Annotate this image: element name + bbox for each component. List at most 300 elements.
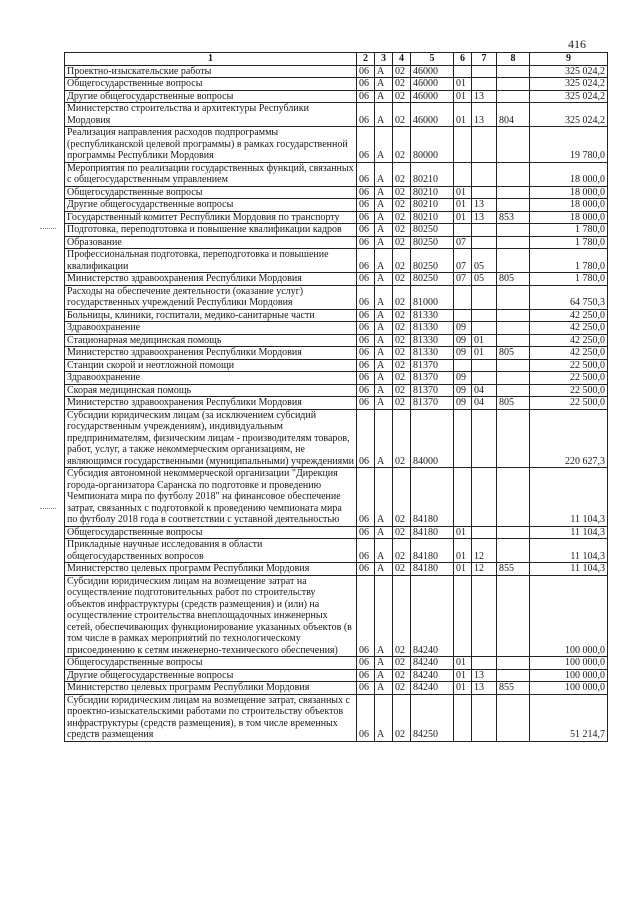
table-row: [65, 334, 608, 347]
code-col-6: 01: [454, 669, 472, 682]
row-sum: 22 500,0: [530, 359, 608, 372]
code-col-7: [472, 372, 497, 385]
code-col-2: 06: [357, 347, 375, 360]
code-col-2: 06: [357, 322, 375, 335]
code-col-2: 06: [357, 236, 375, 249]
row-name: Другие общегосударственные вопросы: [65, 90, 357, 103]
code-col-2: 06: [357, 669, 375, 682]
code-col-7: [472, 322, 497, 335]
row-sum: 22 500,0: [530, 372, 608, 385]
code-col-6: [454, 224, 472, 237]
row-name: Прикладные научные исследования в области общегосударственных вопросов: [65, 539, 357, 563]
code-col-7: [472, 468, 497, 527]
table-row: [65, 199, 608, 212]
row-sum: 11 104,3: [530, 563, 608, 576]
row-sum: 325 024,2: [530, 78, 608, 91]
row-sum: 51 214,7: [530, 694, 608, 741]
column-header: 1: [65, 53, 357, 66]
code-col-7: [472, 409, 497, 468]
code-col-4: 02: [393, 224, 411, 237]
table-row: [65, 409, 608, 468]
code-col-5: 84240: [411, 575, 454, 657]
code-col-2: 06: [357, 372, 375, 385]
row-name: Министерство здравоохранения Республики Мордовия: [65, 273, 357, 286]
code-col-8: 805: [497, 397, 530, 410]
code-col-5: 80250: [411, 224, 454, 237]
row-name: Расходы на обеспечение деятельности (оказание услуг) государственных учреждений Республики Мордовия: [65, 285, 357, 309]
code-col-4: 02: [393, 526, 411, 539]
code-col-5: 80210: [411, 162, 454, 186]
code-col-6: [454, 468, 472, 527]
code-col-3: А: [375, 186, 393, 199]
code-col-4: 02: [393, 309, 411, 322]
code-col-2: 06: [357, 384, 375, 397]
code-col-2: 06: [357, 65, 375, 78]
row-name: Министерство строительства и архитектуры Республики Мордовия: [65, 103, 357, 127]
code-col-4: 02: [393, 397, 411, 410]
code-col-6: 01: [454, 90, 472, 103]
row-name: Другие общегосударственные вопросы: [65, 199, 357, 212]
table-row: [65, 285, 608, 309]
code-col-8: [497, 236, 530, 249]
row-name: Министерство здравоохранения Республики Мордовия: [65, 347, 357, 360]
code-col-3: А: [375, 309, 393, 322]
code-col-3: А: [375, 224, 393, 237]
code-col-5: 84180: [411, 468, 454, 527]
code-col-4: 02: [393, 273, 411, 286]
row-name: Здравоохранение: [65, 322, 357, 335]
code-col-7: [472, 65, 497, 78]
table-row: [65, 657, 608, 670]
code-col-7: [472, 657, 497, 670]
code-col-2: 06: [357, 127, 375, 163]
code-col-5: 46000: [411, 103, 454, 127]
table-row: [65, 575, 608, 657]
code-col-3: А: [375, 468, 393, 527]
code-col-4: 02: [393, 211, 411, 224]
column-header: 7: [472, 53, 497, 66]
code-col-5: 81330: [411, 322, 454, 335]
code-col-7: 04: [472, 397, 497, 410]
code-col-4: 02: [393, 563, 411, 576]
code-col-4: 02: [393, 657, 411, 670]
code-col-8: [497, 575, 530, 657]
code-col-5: 80250: [411, 236, 454, 249]
code-col-3: А: [375, 575, 393, 657]
row-name: Министерство здравоохранения Республики Мордовия: [65, 397, 357, 410]
code-col-5: 81370: [411, 359, 454, 372]
table-row: [65, 694, 608, 741]
code-col-2: 06: [357, 539, 375, 563]
code-col-5: 46000: [411, 78, 454, 91]
margin-mark: [40, 228, 56, 230]
code-col-6: 09: [454, 334, 472, 347]
code-col-8: [497, 669, 530, 682]
code-col-7: 12: [472, 563, 497, 576]
code-col-6: 01: [454, 186, 472, 199]
code-col-7: 13: [472, 103, 497, 127]
column-header: 5: [411, 53, 454, 66]
row-sum: 64 750,3: [530, 285, 608, 309]
table-row: [65, 186, 608, 199]
code-col-6: [454, 694, 472, 741]
table-row: [65, 397, 608, 410]
row-sum: 18 000,0: [530, 162, 608, 186]
code-col-8: [497, 162, 530, 186]
row-name: Субсидии юридическим лицам (за исключением субсидий государственным учреждениям), индивидуальным предпринимателям, физическим лицам - производителям товаров, работ, услуг, а также некоммерческим организациям, не являющимся государственными (муниципальными) учреждениями: [65, 409, 357, 468]
code-col-3: А: [375, 90, 393, 103]
column-header: 9: [530, 53, 608, 66]
row-sum: 100 000,0: [530, 682, 608, 695]
code-col-2: 06: [357, 334, 375, 347]
code-col-3: А: [375, 236, 393, 249]
code-col-7: 13: [472, 90, 497, 103]
row-name: Другие общегосударственные вопросы: [65, 669, 357, 682]
code-col-7: [472, 78, 497, 91]
code-col-8: [497, 127, 530, 163]
row-sum: 1 780,0: [530, 224, 608, 237]
code-col-3: А: [375, 162, 393, 186]
code-col-7: [472, 285, 497, 309]
code-col-4: 02: [393, 162, 411, 186]
code-col-6: 01: [454, 526, 472, 539]
code-col-6: [454, 409, 472, 468]
row-name: Образование: [65, 236, 357, 249]
code-col-3: А: [375, 526, 393, 539]
code-col-5: 84180: [411, 563, 454, 576]
code-col-7: 13: [472, 211, 497, 224]
code-col-7: 13: [472, 682, 497, 695]
row-name: Мероприятия по реализации государственных функций, связанных с общегосударственным управлением: [65, 162, 357, 186]
code-col-3: А: [375, 657, 393, 670]
code-col-4: 02: [393, 682, 411, 695]
row-name: Стационарная медицинская помощь: [65, 334, 357, 347]
code-col-2: 06: [357, 563, 375, 576]
table-row: [65, 90, 608, 103]
row-name: Субсидии юридическим лицам на возмещение затрат на осуществление подготовительных работ по строительству объектов инфраструктуры (средств размещения) и (или) на осуществление строительства внеплощадочных инженерных сетей, обеспечивающих функционирование указанных объектов (в том числе в рамках мероприятий по технологическому присоединению к сетям инженерно-технического обеспечения): [65, 575, 357, 657]
code-col-5: 80210: [411, 199, 454, 212]
code-col-8: 855: [497, 563, 530, 576]
code-col-4: 02: [393, 249, 411, 273]
code-col-5: 80000: [411, 127, 454, 163]
code-col-2: 06: [357, 694, 375, 741]
row-name: Субсидии юридическим лицам на возмещение затрат, связанных с проектно-изыскательскими работами по строительству объектов инфраструктуры (средств размещения), в том числе временных средств размещения: [65, 694, 357, 741]
row-sum: 42 250,0: [530, 334, 608, 347]
code-col-3: А: [375, 372, 393, 385]
code-col-8: [497, 657, 530, 670]
code-col-4: 02: [393, 575, 411, 657]
table-row: [65, 347, 608, 360]
code-col-2: 06: [357, 273, 375, 286]
row-name: Министерство целевых программ Республики Мордовия: [65, 563, 357, 576]
budget-table: [64, 52, 608, 742]
table-header-row: [65, 53, 608, 66]
code-col-3: А: [375, 249, 393, 273]
code-col-2: 06: [357, 211, 375, 224]
code-col-3: А: [375, 539, 393, 563]
table-row: [65, 236, 608, 249]
code-col-4: 02: [393, 127, 411, 163]
code-col-2: 06: [357, 285, 375, 309]
code-col-6: 09: [454, 397, 472, 410]
code-col-8: 853: [497, 211, 530, 224]
code-col-6: 09: [454, 372, 472, 385]
code-col-5: 81370: [411, 372, 454, 385]
row-name: Подготовка, переподготовка и повышение квалификации кадров: [65, 224, 357, 237]
table-row: [65, 127, 608, 163]
code-col-2: 06: [357, 78, 375, 91]
code-col-8: [497, 359, 530, 372]
code-col-3: А: [375, 199, 393, 212]
code-col-4: 02: [393, 199, 411, 212]
row-name: Профессиональная подготовка, переподготовка и повышение квалификации: [65, 249, 357, 273]
table-row: [65, 359, 608, 372]
code-col-7: 05: [472, 273, 497, 286]
code-col-4: 02: [393, 347, 411, 360]
code-col-2: 06: [357, 186, 375, 199]
code-col-6: 01: [454, 211, 472, 224]
code-col-5: 46000: [411, 90, 454, 103]
code-col-8: 805: [497, 273, 530, 286]
code-col-3: А: [375, 322, 393, 335]
code-col-3: А: [375, 682, 393, 695]
code-col-7: [472, 186, 497, 199]
code-col-6: 01: [454, 563, 472, 576]
row-sum: 42 250,0: [530, 347, 608, 360]
code-col-2: 06: [357, 162, 375, 186]
code-col-8: [497, 409, 530, 468]
table-row: [65, 682, 608, 695]
row-sum: 22 500,0: [530, 384, 608, 397]
code-col-5: 84000: [411, 409, 454, 468]
code-col-7: 01: [472, 334, 497, 347]
code-col-2: 06: [357, 682, 375, 695]
code-col-3: А: [375, 384, 393, 397]
code-col-3: А: [375, 409, 393, 468]
code-col-5: 46000: [411, 65, 454, 78]
row-sum: 325 024,2: [530, 90, 608, 103]
code-col-8: [497, 372, 530, 385]
code-col-7: 01: [472, 347, 497, 360]
column-header: 4: [393, 53, 411, 66]
code-col-4: 02: [393, 65, 411, 78]
code-col-7: 05: [472, 249, 497, 273]
table-body: [65, 53, 608, 742]
code-col-5: 84240: [411, 657, 454, 670]
table-row: [65, 162, 608, 186]
code-col-3: А: [375, 397, 393, 410]
row-name: Общегосударственные вопросы: [65, 657, 357, 670]
table-row: [65, 322, 608, 335]
code-col-4: 02: [393, 103, 411, 127]
row-sum: 1 780,0: [530, 273, 608, 286]
code-col-6: 01: [454, 539, 472, 563]
code-col-7: 13: [472, 199, 497, 212]
code-col-4: 02: [393, 468, 411, 527]
margin-mark: [40, 508, 56, 510]
column-header: 2: [357, 53, 375, 66]
code-col-8: [497, 249, 530, 273]
table-row: [65, 65, 608, 78]
code-col-7: [472, 127, 497, 163]
code-col-5: 84180: [411, 539, 454, 563]
row-name: Больницы, клиники, госпитали, медико-санитарные части: [65, 309, 357, 322]
code-col-3: А: [375, 65, 393, 78]
row-sum: 325 024,2: [530, 103, 608, 127]
code-col-3: А: [375, 334, 393, 347]
code-col-5: 81370: [411, 384, 454, 397]
code-col-4: 02: [393, 384, 411, 397]
code-col-5: 80210: [411, 211, 454, 224]
code-col-6: 07: [454, 273, 472, 286]
row-sum: 42 250,0: [530, 309, 608, 322]
code-col-7: [472, 309, 497, 322]
code-col-4: 02: [393, 285, 411, 309]
code-col-5: 81330: [411, 334, 454, 347]
code-col-4: 02: [393, 322, 411, 335]
code-col-4: 02: [393, 236, 411, 249]
code-col-3: А: [375, 78, 393, 91]
code-col-8: [497, 78, 530, 91]
code-col-6: [454, 309, 472, 322]
row-sum: 11 104,3: [530, 539, 608, 563]
code-col-8: [497, 384, 530, 397]
code-col-7: [472, 359, 497, 372]
code-col-2: 06: [357, 397, 375, 410]
table-row: [65, 78, 608, 91]
row-name: Субсидия автономной некоммерческой организации "Дирекция города-организатора Саранска по подготовке и проведению Чемпионата мира по футболу 2018" на финансовое обеспечение затрат, связанных с подготовкой к проведению чемпионата мира по футболу 2018 года в соответствии с уставной деятельностью: [65, 468, 357, 527]
code-col-7: [472, 236, 497, 249]
code-col-8: [497, 526, 530, 539]
row-sum: 220 627,3: [530, 409, 608, 468]
code-col-6: [454, 162, 472, 186]
code-col-7: 13: [472, 669, 497, 682]
row-name: Общегосударственные вопросы: [65, 186, 357, 199]
row-name: Государственный комитет Республики Мордовия по транспорту: [65, 211, 357, 224]
code-col-5: 84250: [411, 694, 454, 741]
code-col-3: А: [375, 347, 393, 360]
code-col-6: 01: [454, 682, 472, 695]
code-col-5: 80250: [411, 249, 454, 273]
code-col-2: 06: [357, 224, 375, 237]
table-row: [65, 539, 608, 563]
code-col-5: 84240: [411, 682, 454, 695]
code-col-8: 805: [497, 347, 530, 360]
code-col-6: 07: [454, 236, 472, 249]
code-col-4: 02: [393, 694, 411, 741]
code-col-4: 02: [393, 334, 411, 347]
row-name: Министерство целевых программ Республики Мордовия: [65, 682, 357, 695]
code-col-7: [472, 162, 497, 186]
code-col-6: 01: [454, 199, 472, 212]
column-header: 3: [375, 53, 393, 66]
code-col-5: 81330: [411, 347, 454, 360]
code-col-6: 01: [454, 657, 472, 670]
table-row: [65, 372, 608, 385]
code-col-7: [472, 526, 497, 539]
row-name: Общегосударственные вопросы: [65, 78, 357, 91]
code-col-4: 02: [393, 372, 411, 385]
table-row: [65, 384, 608, 397]
code-col-3: А: [375, 273, 393, 286]
row-sum: 42 250,0: [530, 322, 608, 335]
row-name: Станции скорой и неотложной помощи: [65, 359, 357, 372]
code-col-8: 855: [497, 682, 530, 695]
code-col-5: 81370: [411, 397, 454, 410]
page-number: 416: [568, 37, 586, 51]
row-name: Проектно-изыскательские работы: [65, 65, 357, 78]
code-col-8: [497, 539, 530, 563]
code-col-8: [497, 322, 530, 335]
code-col-5: 84240: [411, 669, 454, 682]
row-name: Реализация направления расходов подпрограммы (республиканской целевой программы) в рамках государственной программы Республики Мордовия: [65, 127, 357, 163]
column-header: 8: [497, 53, 530, 66]
row-sum: 1 780,0: [530, 249, 608, 273]
code-col-6: [454, 285, 472, 309]
table-row: [65, 103, 608, 127]
table-row: [65, 249, 608, 273]
code-col-8: 804: [497, 103, 530, 127]
code-col-2: 06: [357, 309, 375, 322]
table-row: [65, 669, 608, 682]
code-col-8: [497, 334, 530, 347]
code-col-4: 02: [393, 359, 411, 372]
row-sum: 18 000,0: [530, 211, 608, 224]
row-sum: 325 024,2: [530, 65, 608, 78]
code-col-8: [497, 309, 530, 322]
code-col-7: 04: [472, 384, 497, 397]
row-sum: 18 000,0: [530, 199, 608, 212]
code-col-2: 06: [357, 526, 375, 539]
row-sum: 100 000,0: [530, 669, 608, 682]
code-col-6: 09: [454, 384, 472, 397]
code-col-4: 02: [393, 539, 411, 563]
code-col-4: 02: [393, 90, 411, 103]
table-row: [65, 309, 608, 322]
row-sum: 19 780,0: [530, 127, 608, 163]
code-col-4: 02: [393, 409, 411, 468]
code-col-7: [472, 694, 497, 741]
table-row: [65, 224, 608, 237]
row-sum: 1 780,0: [530, 236, 608, 249]
table-row: [65, 468, 608, 527]
row-sum: 11 104,3: [530, 526, 608, 539]
code-col-2: 06: [357, 359, 375, 372]
code-col-3: А: [375, 127, 393, 163]
code-col-3: А: [375, 359, 393, 372]
table-row: [65, 526, 608, 539]
table-row: [65, 273, 608, 286]
code-col-6: [454, 65, 472, 78]
code-col-8: [497, 285, 530, 309]
code-col-5: 80210: [411, 186, 454, 199]
row-name: Общегосударственные вопросы: [65, 526, 357, 539]
code-col-2: 06: [357, 657, 375, 670]
code-col-4: 02: [393, 78, 411, 91]
code-col-7: [472, 224, 497, 237]
code-col-3: А: [375, 285, 393, 309]
row-name: Скорая медицинская помощь: [65, 384, 357, 397]
code-col-6: 09: [454, 322, 472, 335]
code-col-6: 01: [454, 78, 472, 91]
code-col-2: 06: [357, 468, 375, 527]
code-col-2: 06: [357, 575, 375, 657]
code-col-5: 80250: [411, 273, 454, 286]
row-name: Здравоохранение: [65, 372, 357, 385]
code-col-6: [454, 359, 472, 372]
code-col-3: А: [375, 694, 393, 741]
code-col-2: 06: [357, 90, 375, 103]
